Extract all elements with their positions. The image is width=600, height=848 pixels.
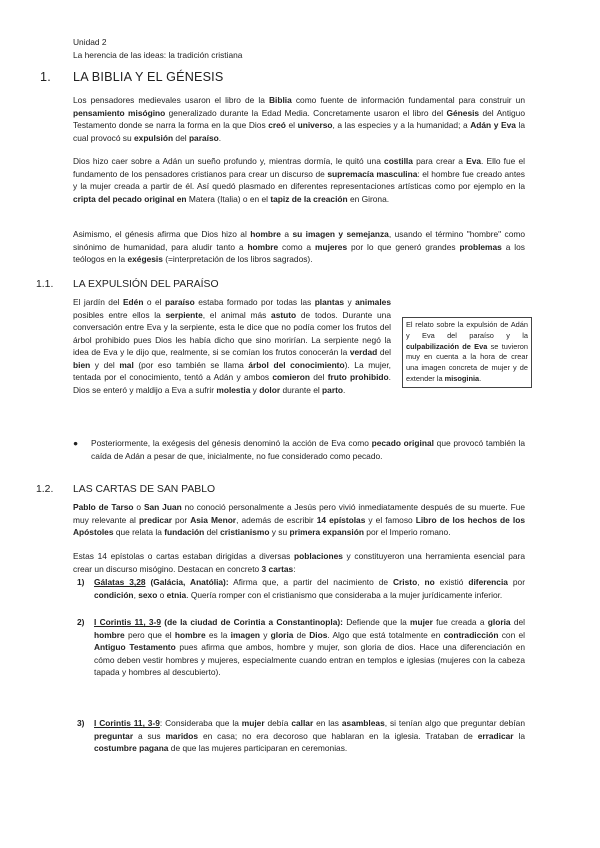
paragraph-6: Estas 14 epístolas o cartas estaban dirigidas a diversas poblaciones y constituyeron una herramienta esencial para crear un discurso misógino. Destacan en concreto 3 cartas:	[73, 551, 525, 574]
unit-label: Unidad 2	[73, 37, 107, 47]
sidebar-note-text: El relato sobre la expulsión de Adán y Eva del paraíso y la culpabilización de Eva se tuvieron muy en cuenta a la hora de crear una imagen concreta de mujer y de extender la misoginia.	[406, 320, 528, 383]
section-1-title: LA BIBLIA Y EL GÉNESIS	[73, 70, 224, 84]
list-item-2-text: I Corintis 11, 3-9 (de la ciudad de Corintia a Constantinopla): Defiende que la mujer fue creada a gloria del hombre pero que el hombre es la imagen y gloria de Dios. Algo que está totalmente en contradicción con el Antiguo Testamento pues afirma que ambos, hombre y mujer, son gloria de dios. Hace una diferenciación en cómo deben vestir hombres y mujeres, especialmente cuando entran en templos e iglesias (mujeres con la cabeza tapada y hombres al descubierto).	[94, 617, 526, 677]
section-1-2-heading	[36, 484, 215, 495]
paragraph-2: Dios hizo caer sobre a Adán un sueño profundo y, mientras dormía, le quitó una costilla para crear a Eva. Ello fue el fundamento de los pensadores cristianos para crear un discurso de supremacía masculina: el hombre fue creado antes y la mujer creada a partir de él. Así quedó plasmado en diferentes representaciones artísticas como por ejemplo en la cripta del pecado original en Matera (Italia) o en el tapiz de la creación en Girona.	[73, 156, 526, 204]
list-item-2-number: 2)	[77, 617, 85, 627]
list-item-1-text: Gálatas 3,28 (Galácia, Anatólia): Afirma que, a partir del nacimiento de Cristo, no existió diferencia por condición, sexo o etnia. Quería romper con el cristianismo que consideraba a la mujer jurídicamente inferior.	[94, 577, 525, 600]
bullet-text: Posteriormente, la exégesis del génesis denominó la acción de Eva como pecado original que provocó también la caída de Adán a pesar de que, inicialmente, no fue considerado como pecado.	[91, 438, 525, 461]
section-1-2-number: 1.2.	[36, 484, 54, 495]
paragraph-3: Asimismo, el génesis afirma que Dios hizo al hombre a su imagen y semejanza, usando el término "hombre" como sinónimo de humanidad, para aludir tanto a hombre como a mujeres por lo que generó grandes problemas a los teólogos en la exégesis (=interpretación de los libros sagrados).	[73, 229, 525, 264]
section-1-number: 1.	[40, 70, 51, 84]
list-item-1-number: 1)	[77, 577, 85, 587]
section-1-1-number: 1.1.	[36, 279, 54, 290]
unit-subtitle: La herencia de las ideas: la tradición cristiana	[73, 50, 243, 60]
list-item-3-text: I Corintis 11, 3-9: Consideraba que la mujer debía callar en las asambleas, si tenían algo que preguntar debían preguntar a sus maridos en casa; no era decoroso que hablaran en la iglesia. Trataban de erradicar la costumbre pagana de que las mujeres participaran en ceremonias.	[94, 718, 525, 753]
paragraph-4: El jardín del Edén o el paraíso estaba formado por todas las plantas y animales posibles entre ellos la serpiente, el animal más astuto de todos. Durante una conversación entre Eva y la serpiente, esta le dice que no podía comer los frutos del árbol prohibido pues Dios les había dicho que sino morirían. La serpiente negó la idea de Eva y le dijo que, realmente, si se comían los frutos conocerán la verdad del bien y del mal (por eso también se llama árbol del conocimiento). La mujer, tentada por el conocimiento, tentó a Adán y ambos comieron del fruto prohibido. Dios se enteró y maldijo a Eva a sufrir molestia y dolor durante el parto.	[73, 297, 392, 395]
paragraph-1: Los pensadores medievales usaron el libro de la Biblia como fuente de información fundamental para construir un pensamiento misógino generalizado durante la Edad Media. Concretamente usaron el libro del Génesis del Antiguo Testamento donde se narra la forma en la que Dios creó el universo, a las especies y a la humanidad; a Adán y Eva la cual provocó su expulsión del paraíso.	[73, 95, 525, 143]
bullet-dot: ●	[73, 438, 79, 448]
section-1-1-title: LA EXPULSIÓN DEL PARAÍSO	[73, 279, 219, 290]
section-1-1-heading	[36, 279, 219, 290]
section-1-2-title: LAS CARTAS DE SAN PABLO	[73, 484, 216, 495]
section-1-heading	[40, 70, 223, 84]
list-item-3-number: 3)	[77, 718, 85, 728]
sidebar-note-box	[402, 317, 532, 388]
paragraph-5: Pablo de Tarso o San Juan no conoció personalmente a Jesús pero vivió inmediatamente después de su muerte. Fue muy relevante al predicar por Asia Menor, además de escribir 14 epístolas y el famoso Libro de los hechos de los Apóstoles que relata la fundación del cristianismo y su primera expansión por el Imperio romano.	[73, 502, 526, 537]
